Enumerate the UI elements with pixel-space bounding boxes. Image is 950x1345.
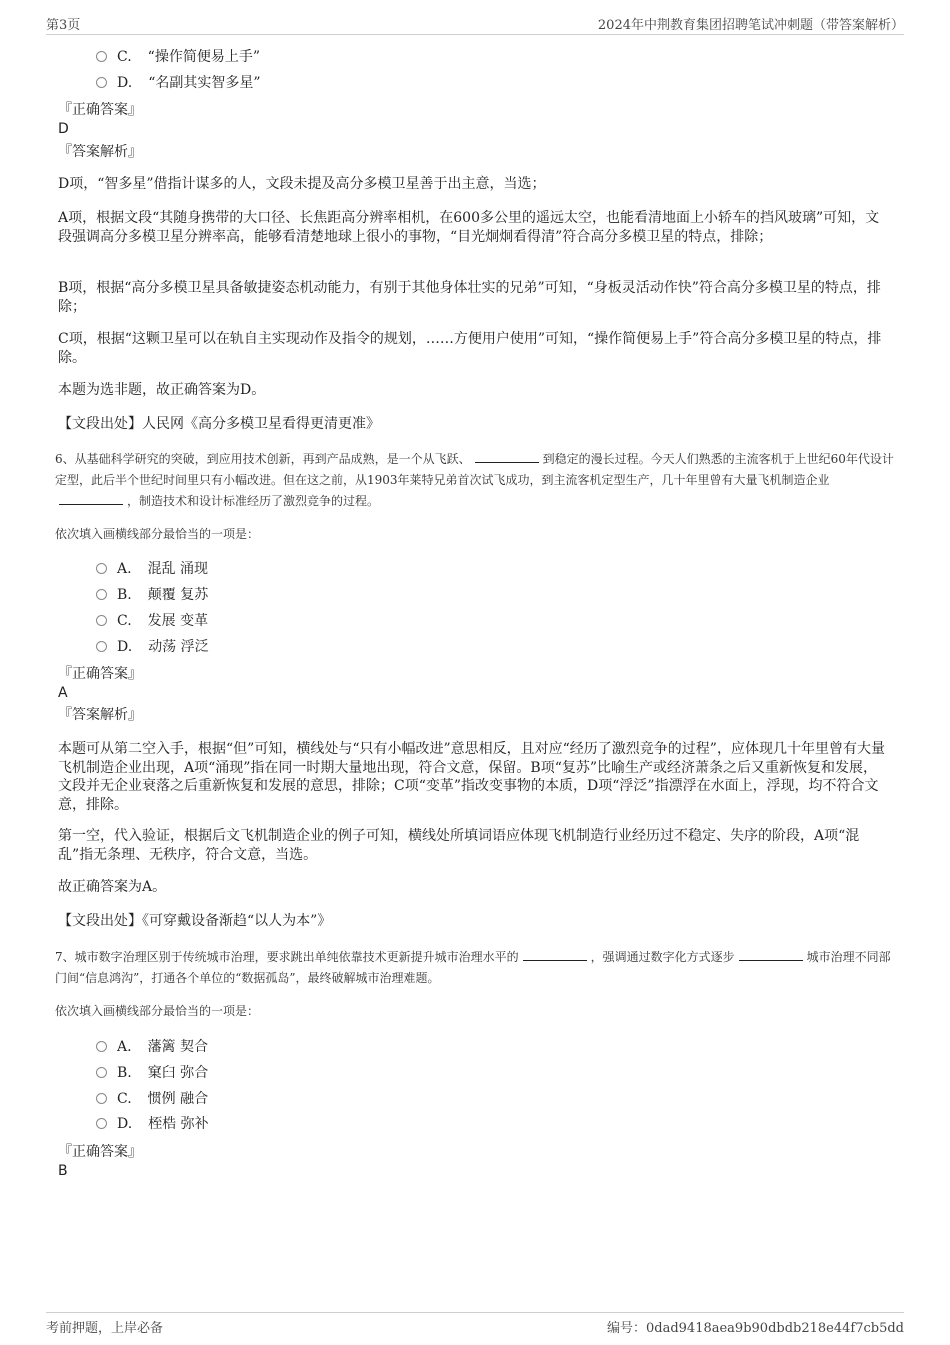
q6-source: 【文段出处】《可穿戴设备渐趋“以人为本”》 — [58, 913, 332, 929]
q5-analysis-paragraph: A项，根据文段“其随身携带的大口径、长焦距高分辨率相机，在600多公里的遥远太空，也能看清地面上小轿车的挡风玻璃”可知，文段强调高分多模卫星分辨率高，能够看清楚地球上很小的事物，“目光炯炯看得清”符合高分多模卫星的特点，排除； — [58, 210, 880, 245]
radio-icon[interactable] — [96, 589, 107, 600]
q6-stem-part: 到稳定的漫长过程。今天人们熟悉的主流客机于上世纪60年代设计定型，此后半个世纪时间里只有小幅改进。但在这之前，从1903年莱特兄弟首次试飞成功，到主流客机定型生产，几十年里曾有大量飞机制造企业 — [55, 452, 894, 487]
q7-stem-part: 城市治理不同部门间“信息鸿沟”，打通各个单位的“数据孤岛”，最终破解城市治理难题。 — [55, 950, 891, 985]
q5-source: 【文段出处】人民网《高分多模卫星看得更清更准》 — [58, 416, 380, 432]
option-text: 惯例 融合 — [147, 1091, 209, 1107]
option-letter: B. — [117, 587, 132, 603]
q7-stem-part: 7、城市数字治理区别于传统城市治理，要求跳出单纯依靠技术更新提升城市治理水平的 — [55, 950, 519, 964]
q7-stem-part: ，强调通过数字化方式逐步 — [590, 950, 735, 964]
q5-answer: D — [58, 121, 69, 137]
q7-answer: B — [58, 1163, 68, 1179]
option-text: 混乱 涌现 — [147, 561, 209, 577]
radio-icon[interactable] — [96, 1041, 107, 1052]
q6-answer: A — [58, 685, 68, 701]
option-letter: C. — [117, 1091, 132, 1107]
q6-stem-part: 6、从基础科学研究的突破，到应用技术创新，再到产品成熟，是一个从飞跃、 — [55, 452, 471, 466]
q5-analysis-conclusion: 本题为选非题，故正确答案为D。 — [58, 382, 266, 398]
option-text: “操作简便易上手” — [147, 49, 260, 65]
q5-analysis-paragraph: D项，“智多星”借指计谋多的人，文段未提及高分多模卫星善于出主意，当选； — [58, 176, 546, 192]
q7-prompt: 依次填入画横线部分最恰当的一项是： — [55, 1004, 260, 1018]
q7-stem — [55, 947, 897, 989]
fill-blank — [739, 948, 803, 961]
q6-option-b[interactable] — [96, 586, 208, 604]
q5-analysis-paragraph: B项，根据“高分多模卫星具备敏捷姿态机动能力，有别于其他身体壮实的兄弟”可知，“身板灵活动作快”符合高分多模卫星的特点，排除； — [58, 280, 881, 315]
q6-prompt: 依次填入画横线部分最恰当的一项是： — [55, 527, 260, 541]
option-text: 发展 变革 — [147, 613, 209, 629]
q6-option-d[interactable] — [96, 638, 209, 656]
option-text: 颠覆 复苏 — [147, 587, 209, 603]
q6-analysis-conclusion: 故正确答案为A。 — [58, 879, 167, 895]
q5-analysis-label: 『答案解析』 — [58, 144, 142, 160]
q7-option-c[interactable] — [96, 1090, 208, 1108]
radio-icon[interactable] — [96, 615, 107, 626]
q6-option-c[interactable] — [96, 612, 208, 630]
radio-icon[interactable] — [96, 77, 107, 88]
radio-icon[interactable] — [96, 51, 107, 62]
q7-answer-label: 『正确答案』 — [58, 1144, 142, 1160]
q6-stem — [55, 449, 897, 512]
radio-icon[interactable] — [96, 1093, 107, 1104]
document-id: 编号：0dad9418aea9b90dbdb218e44f7cb5dd — [606, 1321, 904, 1336]
option-text: 桎梏 弥补 — [148, 1116, 209, 1132]
q6-answer-label: 『正确答案』 — [58, 666, 142, 682]
fill-blank — [59, 492, 123, 505]
option-letter: A. — [117, 1039, 132, 1055]
option-letter: C. — [117, 49, 132, 65]
option-text: 动荡 浮泛 — [148, 639, 209, 655]
option-text: 窠臼 弥合 — [147, 1065, 209, 1081]
option-letter: D. — [117, 1116, 133, 1132]
q6-analysis-paragraph: 第一空，代入验证，根据后文飞机制造企业的例子可知，横线处所填词语应体现飞机制造行业经历过不稳定、失序的阶段，A项“混乱”指无条理、无秩序，符合文意，当选。 — [58, 828, 860, 863]
option-text: 藩篱 契合 — [147, 1039, 209, 1055]
option-text: “名副其实智多星” — [148, 75, 261, 91]
page-footer — [46, 1312, 904, 1335]
q7-option-b[interactable] — [96, 1064, 208, 1082]
q5-analysis-paragraph: C项，根据“这颗卫星可以在轨自主实现动作及指令的规划，……方便用户使用”可知，“操作简便易上手”符合高分多模卫星的特点，排除。 — [58, 331, 882, 366]
q6-analysis-label: 『答案解析』 — [58, 707, 142, 723]
page-header — [46, 14, 904, 35]
q7-option-a[interactable] — [96, 1038, 208, 1056]
radio-icon[interactable] — [96, 641, 107, 652]
q5-option-c[interactable] — [96, 48, 260, 66]
fill-blank — [523, 948, 587, 961]
radio-icon[interactable] — [96, 1067, 107, 1078]
option-letter: D. — [117, 75, 133, 91]
q6-analysis-paragraph: 本题可从第二空入手，根据“但”可知，横线处与“只有小幅改进”意思相反，且对应“经历了激烈竞争的过程”，应体现几十年里曾有大量飞机制造企业出现，A项“涌现”指在同一时期大量地出现，符合文意，保留。B项“复苏”比喻生产或经济萧条之后又重新恢复和发展，文段并无企业衰落之后重新恢复和发展的意思，排除；C项“变革”指改变事物的本质，D项“浮泛”指漂浮在水面上，浮现，均不符合文意，排除。 — [58, 741, 885, 813]
q5-answer-label: 『正确答案』 — [58, 102, 142, 118]
document-title: 2024年中荆教育集团招聘笔试冲刺题（带答案解析） — [597, 18, 904, 33]
option-letter: D. — [117, 639, 133, 655]
q6-option-a[interactable] — [96, 560, 208, 578]
q6-stem-part: ，制造技术和设计标准经历了激烈竞争的过程。 — [127, 494, 380, 508]
fill-blank — [475, 450, 539, 463]
option-letter: A. — [117, 561, 132, 577]
option-letter: B. — [117, 1065, 132, 1081]
option-letter: C. — [117, 613, 132, 629]
q7-option-d[interactable] — [96, 1115, 209, 1133]
footer-slogan: 考前押题，上岸必备 — [46, 1321, 164, 1336]
q5-option-d[interactable] — [96, 74, 261, 92]
radio-icon[interactable] — [96, 1118, 107, 1129]
page-number: 第3页 — [46, 18, 81, 33]
radio-icon[interactable] — [96, 563, 107, 574]
